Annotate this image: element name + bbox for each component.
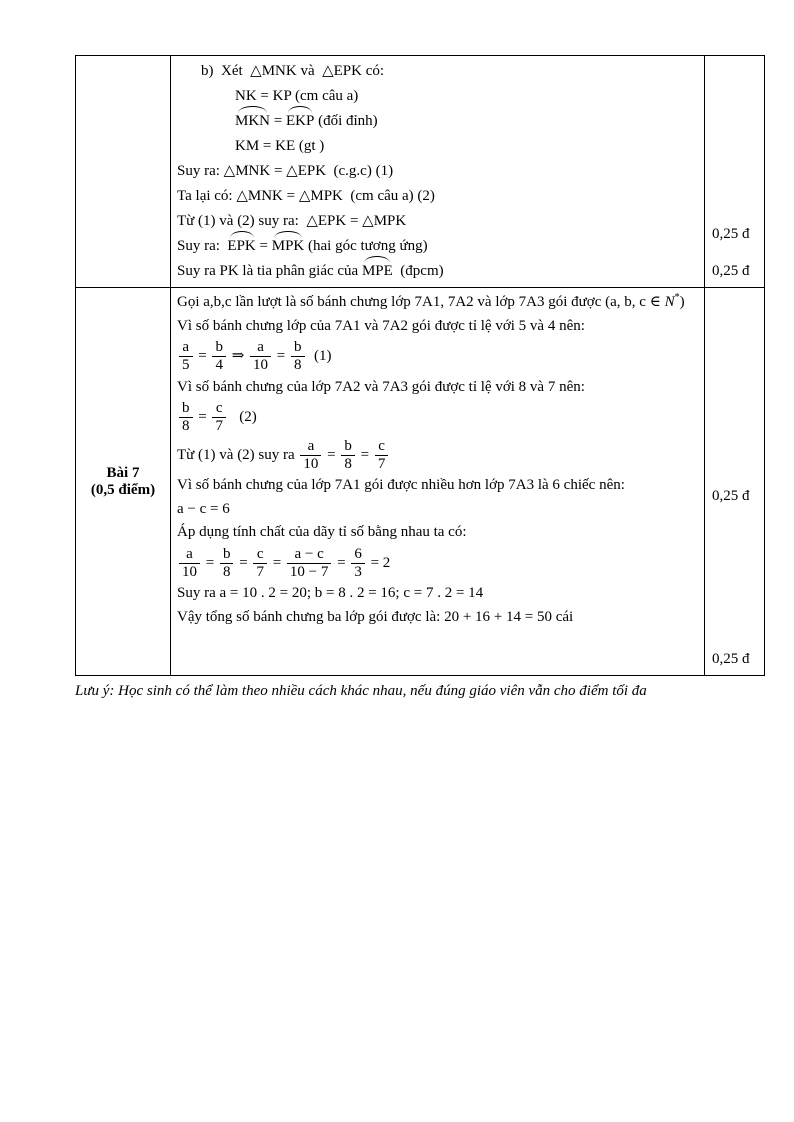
answer-key-table	[75, 55, 765, 676]
solution-line: Suy ra: EPK = MPK (hai góc tương ứng)	[177, 234, 698, 259]
solution-line: NK = KP (cm câu a)	[235, 88, 359, 104]
fraction	[253, 546, 267, 582]
solution-line: $\frac{a}{10}$ = $\frac{b}{8}$ = $\frac{c}{7}$ = $\frac{a - c}{10 - 7}$ = $\frac{6}{3}$ = 2	[177, 545, 698, 583]
exercise-points-label: (0,5 điểm)	[90, 481, 156, 498]
fraction	[375, 438, 389, 474]
solution-line: Suy ra: △MNK = △EPK (c.g.c) (1)	[177, 163, 394, 179]
solution-line: $\frac{b}{8}$ = $\frac{c}{7}$ (2)	[177, 399, 698, 437]
fraction-denominator: 8	[220, 563, 234, 581]
fraction	[341, 438, 355, 474]
angle-notation: MPE	[362, 259, 393, 284]
solution-line: b) Xét △MNK và △EPK có:	[201, 63, 385, 79]
angle-notation: MKN	[235, 109, 270, 134]
points-value: 0,25 đ	[712, 226, 750, 242]
solution-cell-bai7	[170, 288, 704, 675]
fraction	[179, 546, 200, 582]
fraction-numerator: b	[344, 437, 352, 454]
exercise-label-cell	[76, 288, 170, 675]
fraction-denominator: 7	[375, 455, 389, 473]
points-value: 0,25 đ	[712, 488, 750, 504]
fraction-numerator: c	[378, 437, 385, 454]
fraction-numerator: a − c	[294, 545, 324, 562]
solution-line: Áp dụng tính chất của dãy tỉ số bằng nhau ta có:	[177, 524, 467, 540]
fraction-denominator: 8	[341, 455, 355, 473]
fraction-denominator: 7	[253, 563, 267, 581]
page-content	[75, 55, 765, 700]
solution-line: MKN = EKP (đối đỉnh)	[177, 109, 698, 134]
angle-notation: EKP	[286, 109, 314, 134]
fraction	[212, 400, 226, 436]
angle-notation: EPK	[227, 234, 255, 259]
solution-line: Từ (1) và (2) suy ra: △EPK = △MPK	[177, 213, 407, 229]
fraction-numerator: c	[256, 545, 264, 562]
fraction	[212, 339, 226, 375]
fraction	[291, 339, 305, 375]
points-value: 0,25 đ	[712, 263, 750, 279]
answer-row-bai7	[76, 287, 764, 675]
fraction-denominator: 10 − 7	[287, 563, 331, 581]
fraction-denominator: 5	[179, 356, 193, 374]
fraction	[179, 400, 193, 436]
solution-line: a − c = 6	[177, 500, 230, 517]
fraction-numerator: b	[294, 339, 302, 355]
footer-note: Lưu ý: Học sinh có thể làm theo nhiều cách khác nhau, nếu đúng giáo viên vẫn cho điểm tối đa	[75, 683, 647, 699]
solution-line: Từ (1) và (2) suy ra $\frac{a}{10}$ = $\frac{b}{8}$ = $\frac{c}{7}$	[177, 437, 698, 475]
fraction	[300, 438, 321, 474]
solution-line: $\frac{a}{5}$ = $\frac{b}{4}$ ⇒ $\frac{a}{10}$ = $\frac{b}{8}$ (1)	[177, 338, 698, 376]
solution-line: Gọi a,b,c lần lượt là số bánh chưng lớp 7A1, 7A2 và lớp 7A3 gói được (a, b, c ∈ N*)	[177, 292, 685, 310]
fraction-numerator: a	[182, 339, 190, 355]
solution-line: Vậy tổng số bánh chưng ba lớp gói được là: 20 + 16 + 14 = 50 cái	[177, 608, 574, 625]
points-cell-bai7	[704, 288, 764, 675]
fraction	[220, 546, 234, 582]
fraction	[250, 339, 271, 375]
fraction-numerator: a	[307, 437, 315, 454]
fraction-denominator: 4	[212, 356, 226, 374]
fraction-denominator: 7	[212, 417, 226, 435]
fraction-numerator: a	[186, 545, 193, 562]
fraction-denominator: 10	[179, 563, 200, 581]
fraction-numerator: 6	[354, 545, 362, 562]
fraction	[179, 339, 193, 375]
answer-row-part-b	[76, 56, 764, 287]
italic-math-symbol: N	[664, 294, 675, 310]
solution-line: KM = KE (gt )	[235, 138, 325, 154]
exercise-title: Bài 7	[106, 464, 140, 481]
solution-line: Vì số bánh chưng của lớp 7A2 và 7A3 gói được tỉ lệ với 8 và 7 nên:	[177, 378, 585, 395]
solution-line: Ta lại có: △MNK = △MPK (cm câu a) (2)	[177, 188, 435, 204]
points-value: 0,25 đ	[712, 651, 750, 667]
fraction-denominator: 10	[250, 356, 271, 374]
fraction-denominator: 8	[291, 356, 305, 374]
fraction-denominator: 10	[300, 455, 321, 473]
solution-line: Suy ra a = 10 . 2 = 20; b = 8 . 2 = 16; c = 7 . 2 = 14	[177, 585, 484, 601]
fraction-numerator: b	[182, 400, 190, 416]
fraction-numerator: c	[215, 400, 223, 416]
solution-line: Vì số bánh chưng lớp của 7A1 và 7A2 gói được tỉ lệ với 5 và 4 nên:	[177, 317, 585, 334]
exercise-label-cell-empty	[76, 56, 170, 287]
fraction	[287, 546, 331, 582]
superscript: *	[674, 292, 680, 303]
fraction-denominator: 3	[351, 563, 365, 581]
solution-line: Vì số bánh chưng của lớp 7A1 gói được nhiều hơn lớp 7A3 là 6 chiếc nên:	[177, 477, 625, 493]
fraction-denominator: 8	[179, 417, 193, 435]
solution-cell-part-b	[170, 56, 704, 287]
fraction	[351, 546, 365, 582]
points-cell-part-b	[704, 56, 764, 287]
solution-line: Suy ra PK là tia phân giác của MPE (đpcm)	[177, 259, 698, 284]
fraction-numerator: b	[222, 545, 231, 562]
fraction-numerator: b	[215, 339, 223, 355]
angle-notation: MPK	[272, 234, 305, 259]
fraction-numerator: a	[257, 339, 264, 355]
